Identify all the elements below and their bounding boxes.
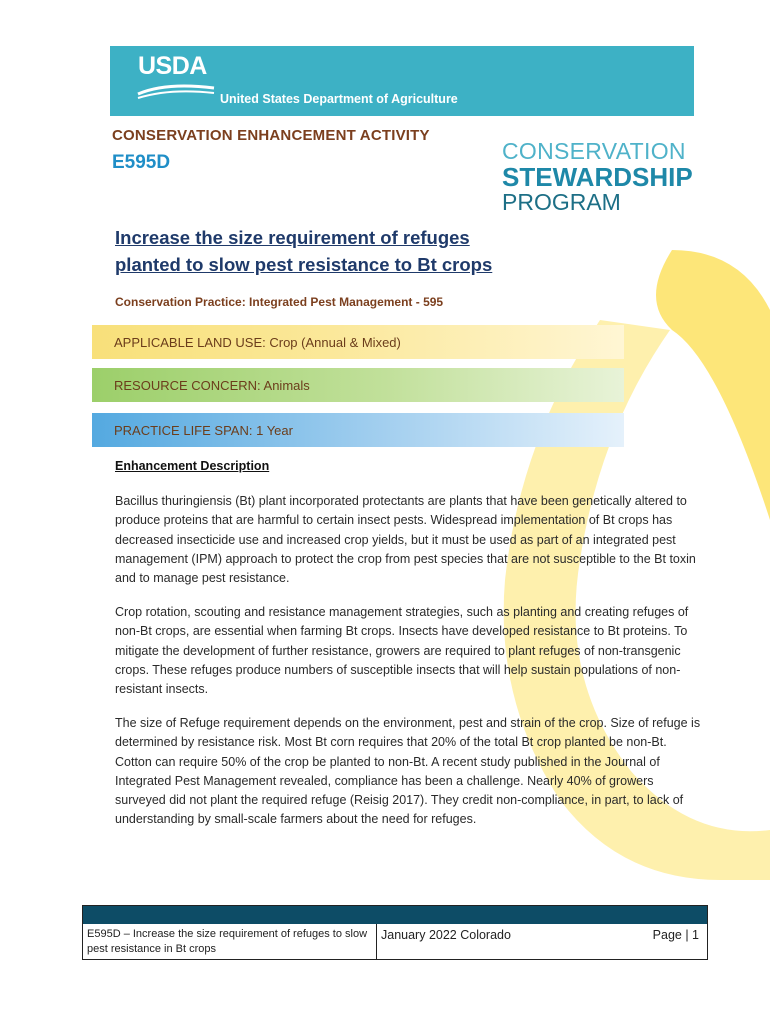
description-paragraph-2: Crop rotation, scouting and resistance management strategies, such as planting and creating refuges of non-Bt crops, are essential when farming Bt crops. Insects have developed resistance to Bt proteins. To mitigate the development of further resistance, growers are required to plant refuges of non-transgenic crops. These refuges produce numbers of susceptible insects that will help sustain populations of non-resistant insects. [115, 605, 689, 697]
usda-header-banner [110, 46, 694, 116]
footer-date-state: January 2022 Colorado [381, 928, 511, 942]
csp-logo-line1: CONSERVATION [502, 138, 686, 164]
activity-code: E595D [112, 152, 171, 173]
practice-life-span-value: 1 Year [256, 422, 293, 438]
title-line2: planted to slow pest resistance to Bt crops [115, 254, 493, 275]
footer-page-number: Page | 1 [652, 928, 699, 942]
land-use-text [114, 335, 401, 350]
csp-program-logo [502, 140, 693, 214]
usda-logo: USDA [138, 52, 207, 80]
title-line1: Increase the size requirement of refuges [115, 227, 470, 248]
footer-row [83, 924, 707, 960]
land-use-bar [92, 325, 624, 359]
resource-concern-text [114, 378, 310, 393]
activity-label: CONSERVATION ENHANCEMENT ACTIVITY [112, 127, 430, 144]
description-paragraph-3: The size of Refuge requirement depends on the environment, pest and strain of the crop. Size of refuge is determined by resistance risk. Most Bt corn requires that 20% of the total Bt crop planted be non-Bt. Cotton can require 50% of the crop be planted to non-Bt. A recent study published in the Journal of Integrated Pest Management revealed, compliance has been a challenge. Nearly 40% of growers surveyed did not plant the required refuge (Reisig 2017). They credit non-compliance, in part, to lack of understanding by small-scale farmers about the need for refuges. [115, 716, 701, 827]
practice-life-span-label: PRACTICE LIFE SPAN: [114, 422, 253, 438]
page-footer [82, 905, 708, 960]
footer-doc-title: E595D – Increase the size requirement of refuges to slow pest resistance in Bt crops [83, 924, 377, 960]
agency-name: United States Department of Agriculture [220, 92, 458, 106]
conservation-practice: Conservation Practice: Integrated Pest Management - 595 [115, 295, 444, 309]
page-title [115, 224, 545, 278]
land-use-value: Crop (Annual & Mixed) [269, 334, 401, 350]
footer-band [83, 906, 707, 924]
resource-concern-label: RESOURCE CONCERN: [114, 377, 261, 393]
csp-logo-line2: STEWARDSHIP [502, 162, 693, 192]
usda-logo-swoop-icon [136, 80, 216, 100]
csp-logo-line3: PROGRAM [502, 189, 621, 215]
description-paragraph-1: Bacillus thuringiensis (Bt) plant incorporated protectants are plants that have been genetically altered to produce proteins that are harmful to certain insect pests. Widespread implementation of Bt crops has decreased insecticide use and increased crop yields, but it must be used as part of an integrated pest management (IPM) approach to protect the crop from pest species that are not susceptible to the Bt toxin and to manage pest resistance. [115, 494, 696, 586]
enhancement-description-heading: Enhancement Description [115, 459, 270, 473]
land-use-label: APPLICABLE LAND USE: [114, 334, 266, 350]
resource-concern-value: Animals [263, 377, 310, 393]
practice-life-span-bar [92, 413, 624, 447]
resource-concern-bar [92, 368, 624, 402]
practice-life-span-text [114, 423, 293, 438]
